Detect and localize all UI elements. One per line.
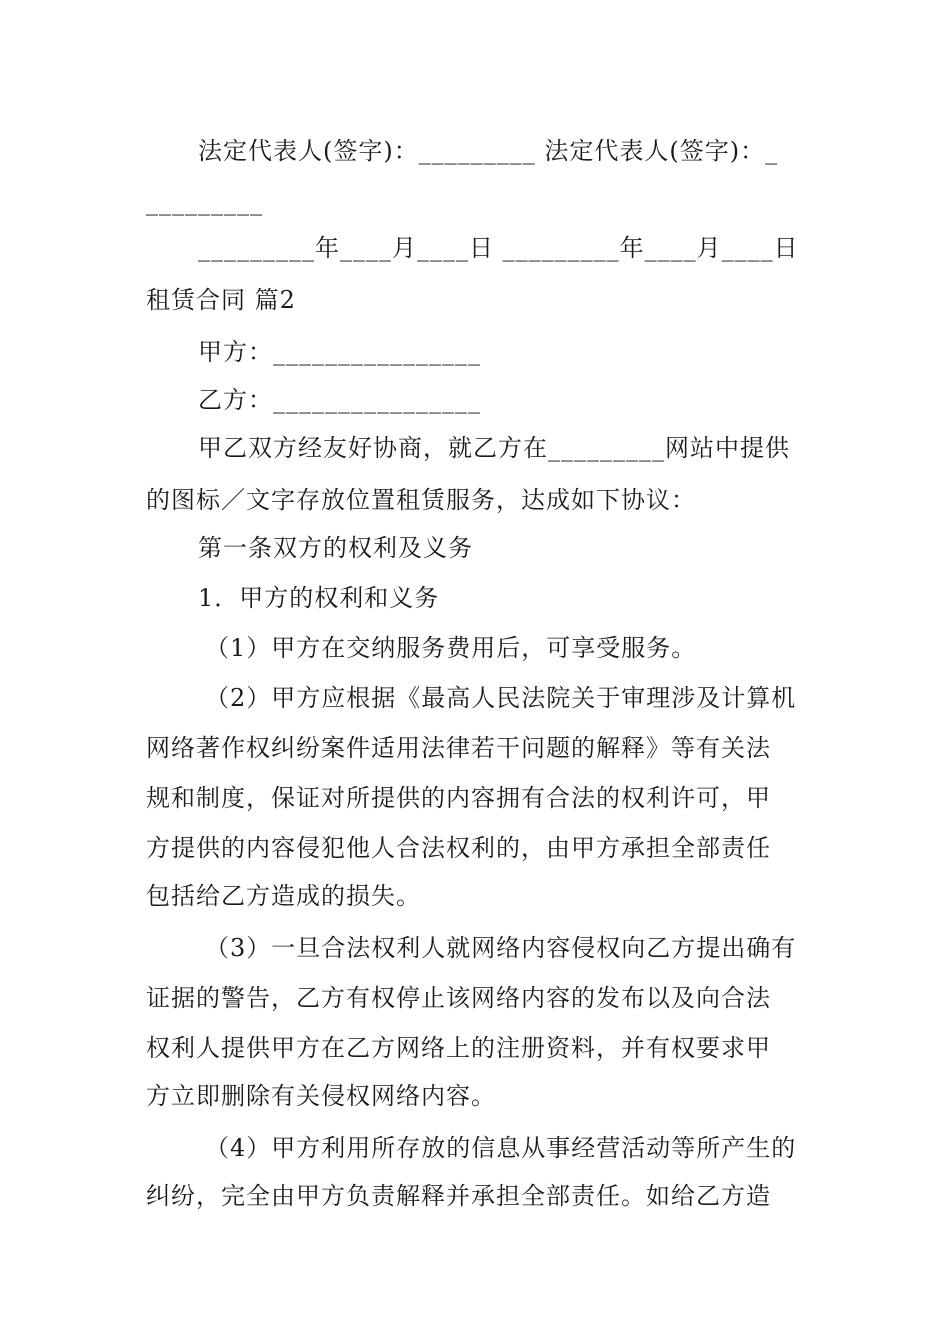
clause-line: 包括给乙方造成的损失。 <box>146 882 421 910</box>
clause-line: 网络著作权纠纷案件适用法律若干问题的解释》等有关法 <box>146 734 771 762</box>
clause-line: （2）甲方应根据《最高人民法院关于审理涉及计算机 <box>205 684 797 712</box>
clause-line: （1）甲方在交纳服务费用后，可享受服务。 <box>205 634 697 662</box>
party-a-line: 甲方：________________ <box>198 338 481 366</box>
signature-line-continued: _________ <box>146 188 263 216</box>
clause-line: 规和制度，保证对所提供的内容拥有合法的权利许可，甲 <box>146 784 771 812</box>
clause-line: （4）甲方利用所存放的信息从事经营活动等所产生的 <box>205 1134 797 1162</box>
party-b-line: 乙方：________________ <box>198 386 481 414</box>
clause-line: 权利人提供甲方在乙方网络上的注册资料，并有权要求甲 <box>146 1034 771 1062</box>
article-heading: 第一条双方的权利及义务 <box>198 534 473 562</box>
clause-line: 方提供的内容侵犯他人合法权利的，由甲方承担全部责任 <box>146 834 771 862</box>
paragraph-line: 甲乙双方经友好协商，就乙方在_________网站中提供 <box>198 434 790 462</box>
clause-line: （3）一旦合法权利人就网络内容侵权向乙方提出确有 <box>205 934 797 962</box>
clause-line: 证据的警告，乙方有权停止该网络内容的发布以及向合法 <box>146 984 771 1012</box>
paragraph-line: 的图标／文字存放位置租赁服务，达成如下协议： <box>146 486 696 514</box>
date-line: _________年____月____日 _________年____月____日 <box>198 234 799 262</box>
signature-line: 法定代表人(签字)：_________ 法定代表人(签字)：_ <box>198 137 779 165</box>
section-heading: 租赁合同 篇2 <box>146 286 296 314</box>
clause-line: 纠纷，完全由甲方负责解释并承担全部责任。如给乙方造 <box>146 1182 771 1210</box>
clause-heading: 1．甲方的权利和义务 <box>198 584 440 612</box>
clause-line: 方立即删除有关侵权网络内容。 <box>146 1082 496 1110</box>
